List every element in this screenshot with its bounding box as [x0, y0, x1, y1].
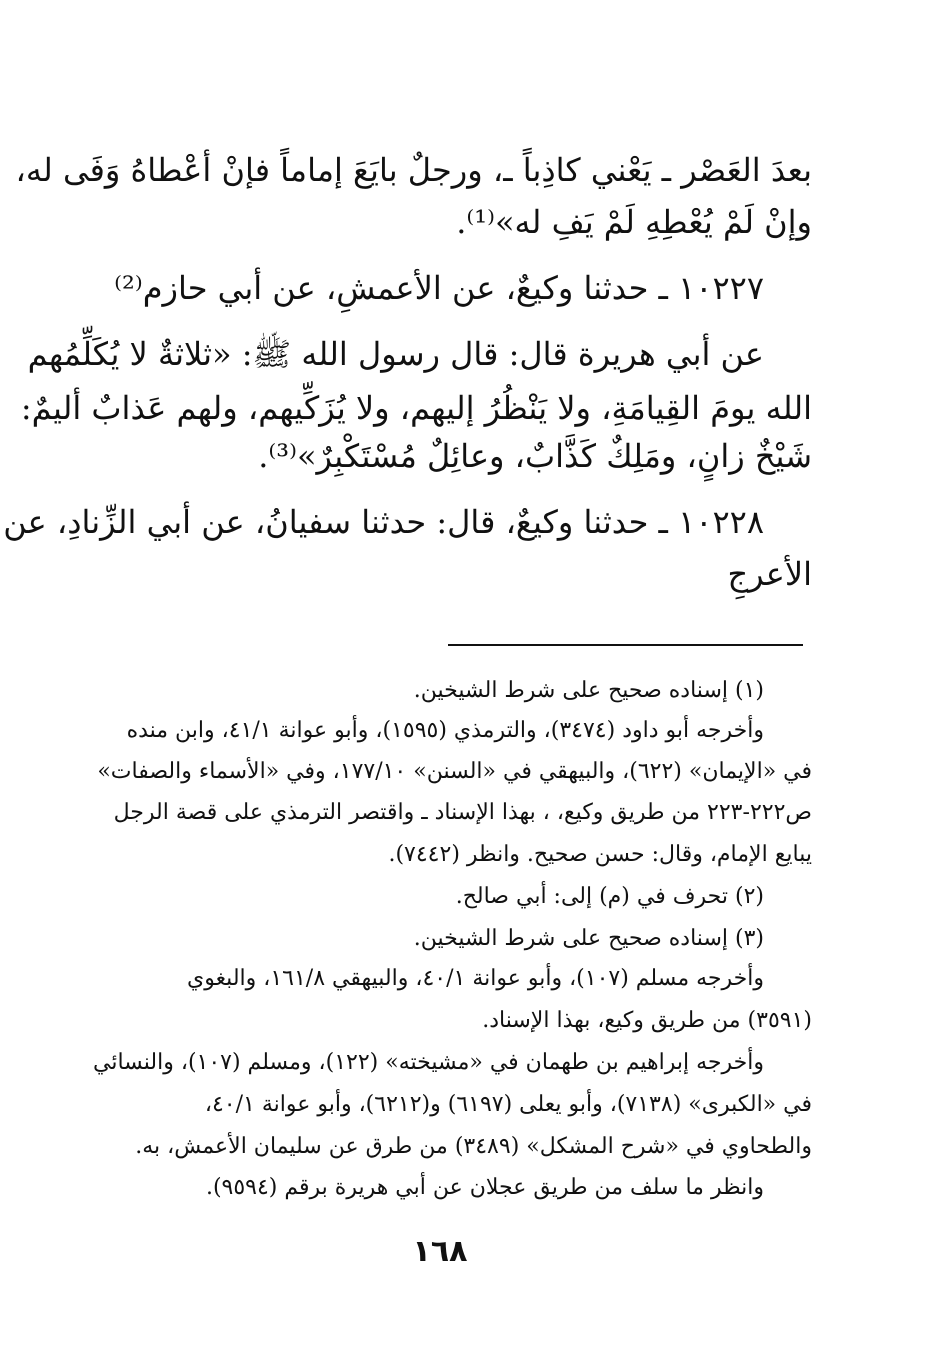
footnote-line: وانظر ما سلف من طريق عجلان عن أبي هريرة برقم (٩٥٩٤).: [205, 1175, 764, 1200]
hadith-heading-10228: ١٠٢٢٨ ـ حدثنا وكيعٌ، قال: حدثنا سفيانُ، عن أبي الزِّنادِ، عن: [3, 503, 764, 541]
footnote-line: وأخرجه أبو داود (٣٤٧٤)، والترمذي (١٥٩٥)، وأبو عوانة ٤١/١، وابن منده: [126, 718, 764, 743]
footnote-line: في «الإيمان» (٦٢٢)، والبيهقي في «السنن» ١٧٧/١٠، وفي «الأسماء والصفات»: [97, 759, 812, 784]
main-text-line: الأعرجِ: [727, 555, 812, 593]
footnote-line: وأخرجه مسلم (١٠٧)، وأبو عوانة ٤٠/١، والبيهقي ١٦١/٨، والبغوي: [186, 966, 764, 991]
main-text-line: بعدَ العَصْر ـ يَعْني كاذِباً ـ، ورجلٌ بايَعَ إماماً فإنْ أعْطاهُ وَفَى له،: [15, 151, 812, 189]
footnote-line: يبايع الإمام، وقال: حسن صحيح. وانظر (٧٤٤٢).: [388, 842, 812, 867]
footnote-line: (٣) إسناده صحيح على شرط الشيخين.: [413, 926, 764, 951]
footnote-line: في «الكبرى» (٧١٣٨)، وأبو يعلى (٦١٩٧) و(٦٢١٢)، وأبو عوانة ٤٠/١،: [204, 1092, 812, 1117]
hadith-heading-10227: ١٠٢٢٧ ـ حدثنا وكيعٌ، عن الأعمشِ، عن أبي حازم⁽²⁾: [114, 269, 764, 307]
footnote-divider: [448, 644, 803, 646]
footnote-line: (١) إسناده صحيح على شرط الشيخين.: [413, 678, 764, 703]
main-text-line: وإنْ لَمْ يُعْطِهِ لَمْ يَفِ له»⁽¹⁾.: [456, 203, 812, 241]
footnote-line: (٢) تحرف في (م) إلى: أبي صالح.: [455, 884, 764, 909]
main-text-block: [3, 150, 812, 593]
page-number: ١٦٨: [412, 1234, 468, 1269]
main-text-line: الله يومَ القِيامَةِ، ولا يَنْظُرُ إليهم، ولا يُزَكِّيهم، ولهم عَذابٌ أليمٌ:: [20, 389, 812, 427]
footnote-line: والطحاوي في «شرح المشكل» (٣٤٨٩) من طرق عن سليمان الأعمش، به.: [135, 1134, 812, 1159]
footnote-line: (٣٥٩١) من طريق وكيع، بهذا الإسناد.: [482, 1008, 812, 1033]
main-text-line: عن أبي هريرة قال: قال رسول الله ﷺ: «ثلاثةٌ لا يُكَلِّمُهم: [27, 335, 764, 373]
main-text-line: شَيْخٌ زانٍ، ومَلِكٌ كَذَّابٌ، وعائِلٌ مُسْتَكْبِرٌ»⁽³⁾.: [258, 437, 812, 475]
footnote-line: وأخرجه إبراهيم بن طهمان في «مشيخته» (١٢٢)، ومسلم (١٠٧)، والنسائي: [92, 1050, 764, 1075]
footnote-line: ص٢٢٢-٢٢٣ من طريق وكيع، ، بهذا الإسناد ـ واقتصر الترمذي على قصة الرجل: [113, 800, 812, 825]
